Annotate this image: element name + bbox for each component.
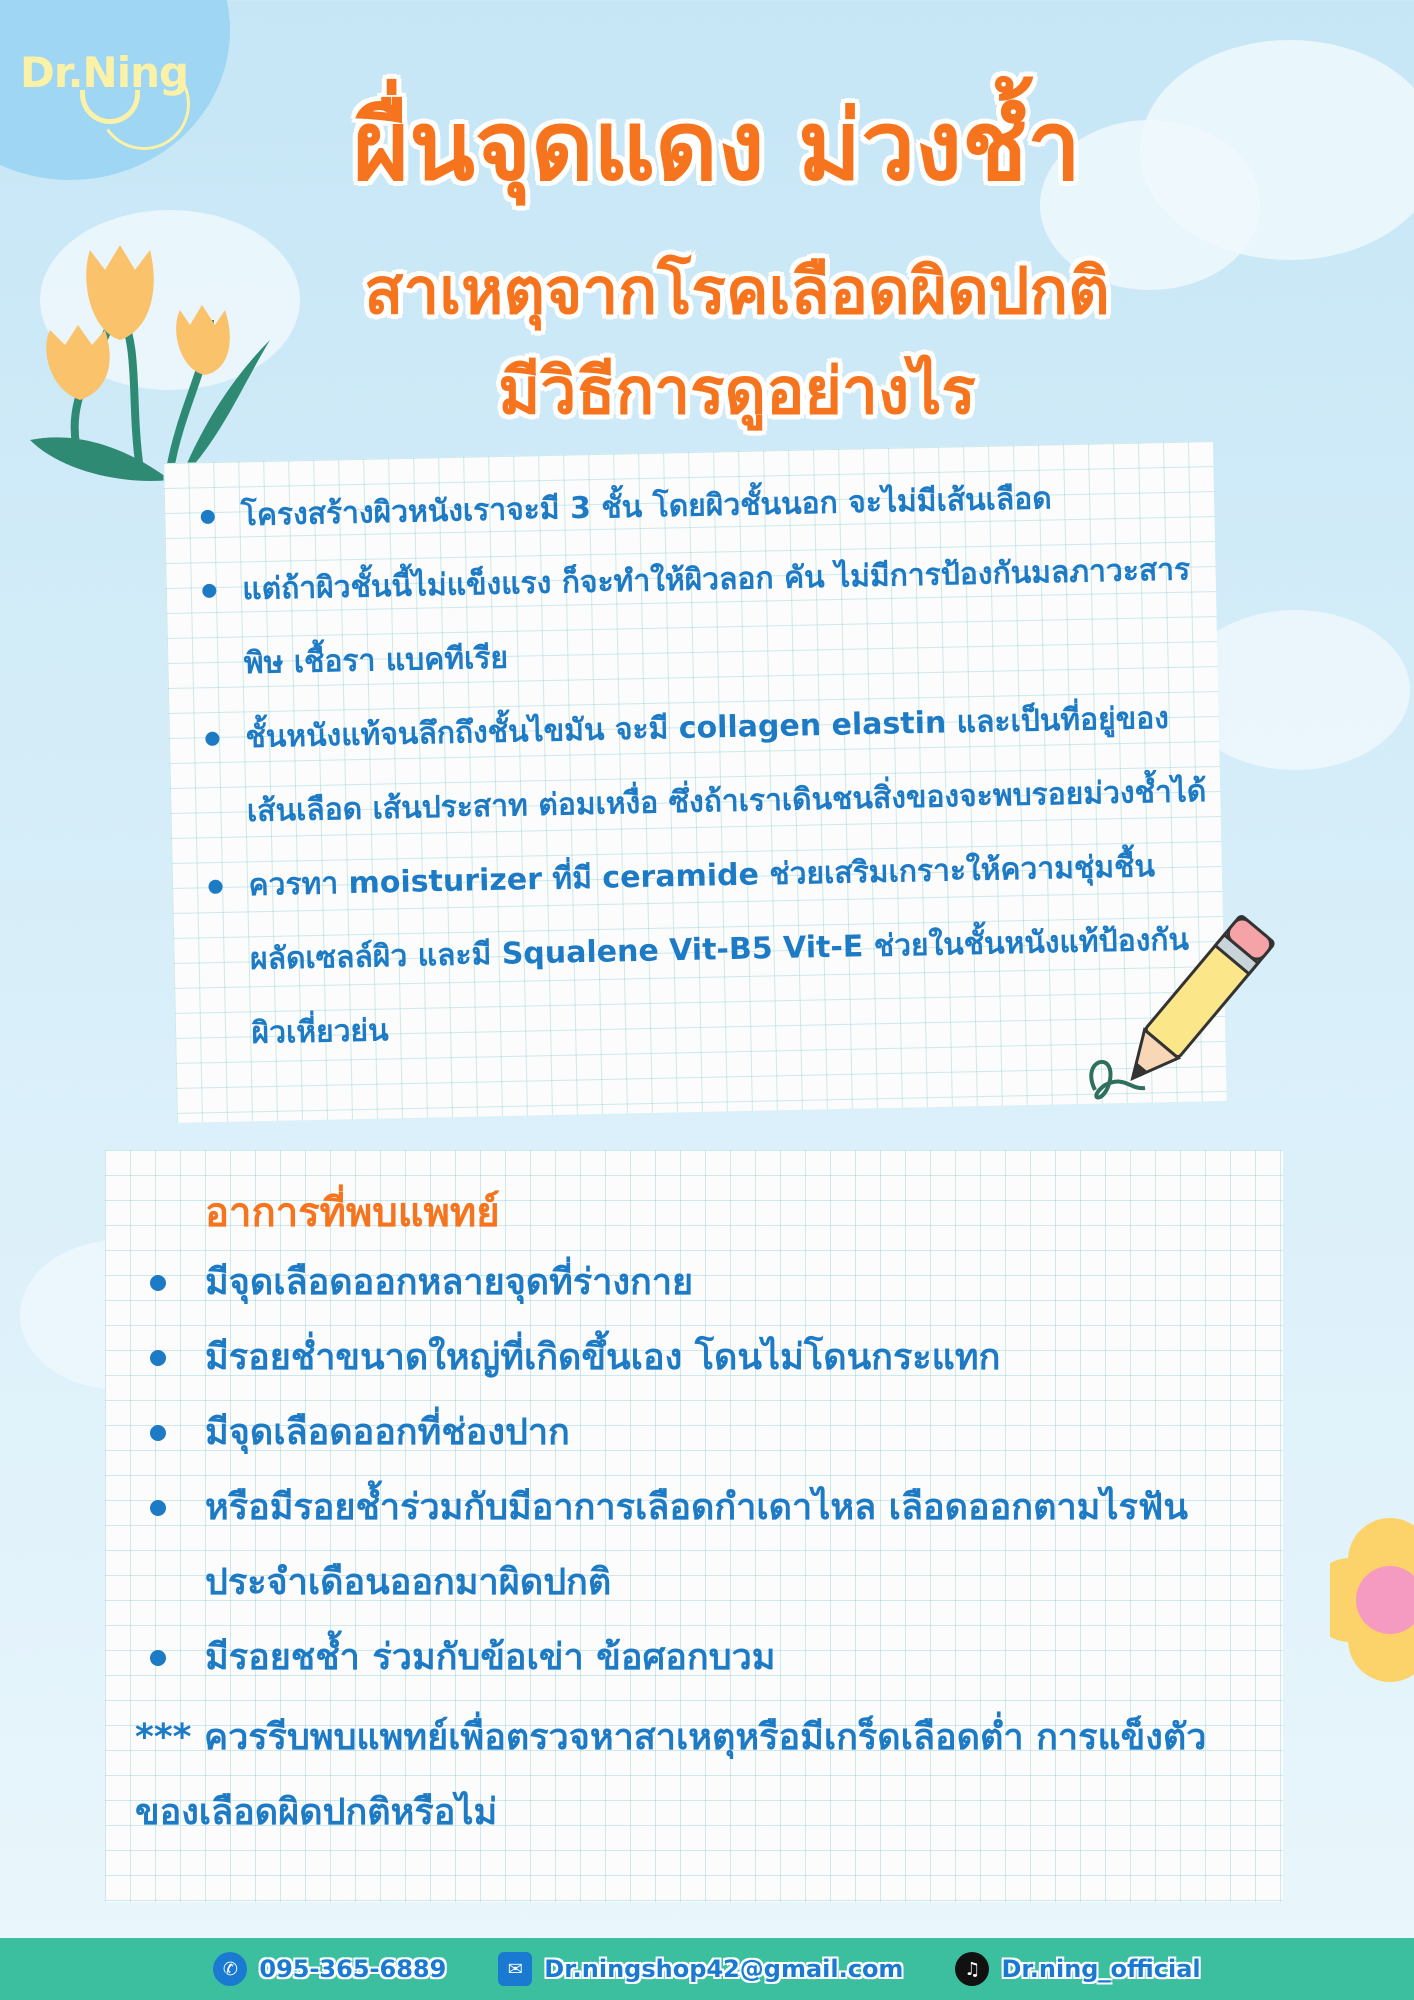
tiktok-contact[interactable] bbox=[955, 1952, 1200, 1986]
skin-info-list bbox=[200, 459, 1212, 1072]
email-contact[interactable] bbox=[498, 1952, 903, 1986]
list-item: มีรอยชช้ำ ร่วมกับข้อเข่า ข้อศอกบวม bbox=[150, 1620, 1270, 1695]
list-item: แต่ถ้าผิวชั้นนี้ไม่แข็งแรง ก็จะทำให้ผิวลอก คัน ไม่มีการป้องกันมลภาวะสารพิษ เชื้อรา แบคทีเรีย bbox=[202, 533, 1205, 702]
phone-icon: ✆ bbox=[213, 1952, 247, 1986]
phone-number: 095-365-6889 bbox=[259, 1955, 447, 1983]
symptoms-list bbox=[150, 1245, 1270, 1695]
tulip-illustration bbox=[20, 240, 300, 490]
list-item: ควรทา moisturizer ที่มี ceramide ช่วยเสริมเกราะให้ความชุ่มชื้น ผลัดเซลล์ผิว และมี Squalene Vit-B5 Vit-E ช่วยในชั้นหนังแท้ป้องกันผิวเหี่ยวย่น bbox=[208, 829, 1212, 1072]
logo-text: Dr.Ning bbox=[20, 48, 189, 97]
mail-icon: ✉ bbox=[498, 1952, 532, 1986]
list-item: มีรอยช่ำขนาดใหญ่ที่เกิดขึ้นเอง โดนไม่โดนกระแทก bbox=[150, 1320, 1270, 1395]
symptoms-heading: อาการที่พบแพทย์ bbox=[205, 1190, 500, 1236]
pencil-illustration bbox=[1075, 890, 1295, 1120]
tiktok-handle: Dr.ning_official bbox=[1001, 1955, 1201, 1983]
page-title: ผื่นจุดแดง ม่วงช้ำ bbox=[352, 90, 1082, 202]
flower-decoration bbox=[1330, 1500, 1414, 1700]
list-item: หรือมีรอยช้ำร่วมกับมีอาการเลือดกำเดาไหล เลือดออกตามไรฟัน ประจำเดือนออกมาผิดปกติ bbox=[150, 1470, 1270, 1620]
list-item: โครงสร้างผิวหนังเราจะมี 3 ชั้น โดยผิวชั้นนอก จะไม่มีเส้นเลือด bbox=[200, 459, 1201, 554]
page-subtitle-2: มีวิธีการดูอย่างไร bbox=[498, 355, 976, 429]
list-item: มีจุดเลือดออกที่ช่องปาก bbox=[150, 1395, 1270, 1470]
list-item: ชั้นหนังแท้จนลึกถึงชั้นไขมัน จะมี collagen elastin และเป็นที่อยู่ของเส้นเลือด เส้นประสาท ต่อมเหงื่อ ซึ่งถ้าเราเดินชนสิ่งของจะพบรอยม่วงช้ำได้ bbox=[205, 681, 1208, 850]
contact-footer bbox=[0, 1938, 1414, 2000]
page-subtitle-1: สาเหตุจากโรคเลือดผิดปกติ bbox=[364, 255, 1110, 329]
phone-contact[interactable] bbox=[213, 1952, 446, 1986]
email-address: Dr.ningshop42@gmail.com bbox=[544, 1955, 904, 1983]
tiktok-icon: ♫ bbox=[955, 1952, 989, 1986]
list-item: มีจุดเลือดออกหลายจุดที่ร่างกาย bbox=[150, 1245, 1270, 1320]
doctor-note: *** ควรรีบพบแพทย์เพื่อตรวจหาสาเหตุหรือมีเกร็ดเลือดต่ำ การแข็งตัวของเลือดผิดปกติหรือไม่ bbox=[135, 1717, 1207, 1833]
